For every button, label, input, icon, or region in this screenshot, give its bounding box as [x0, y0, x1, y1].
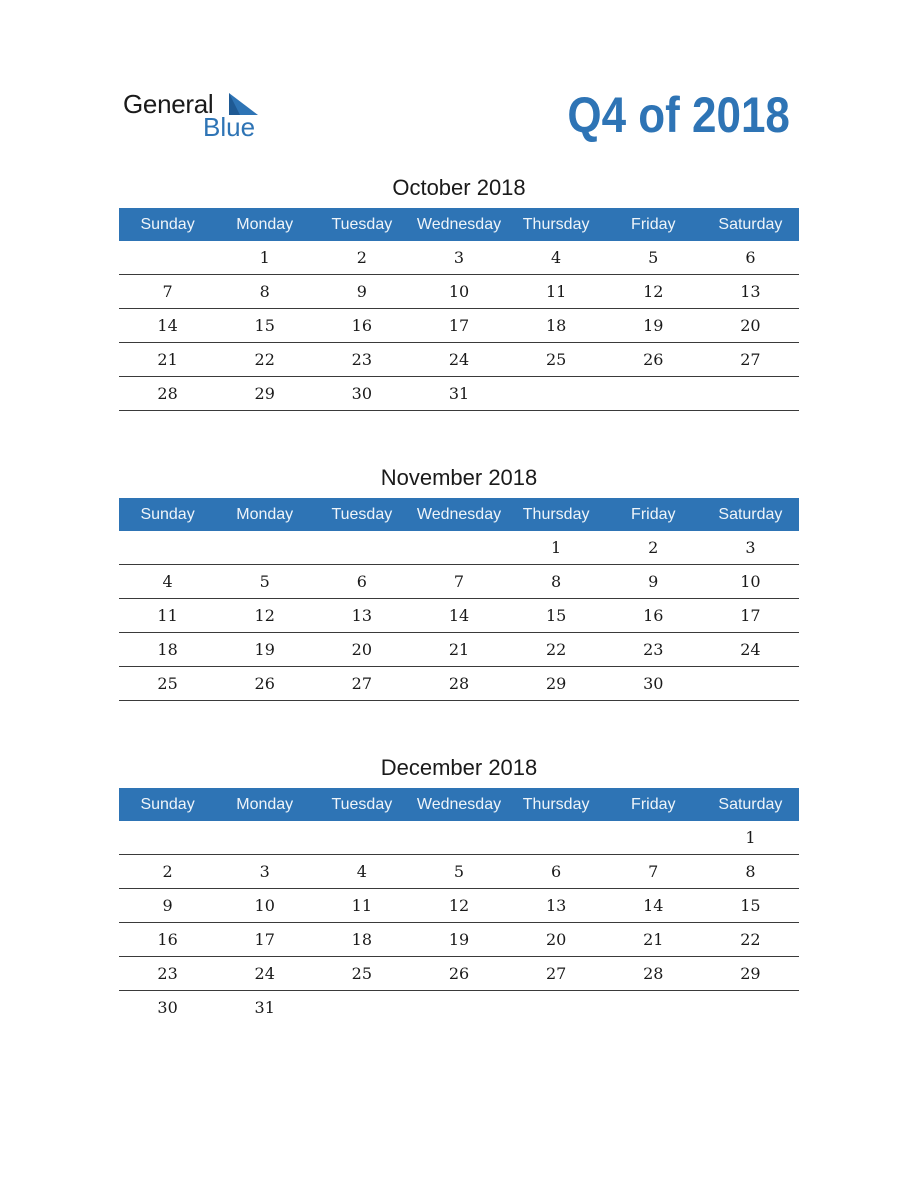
day-cell: 18	[351, 930, 373, 949]
day-cell: 10	[254, 896, 275, 915]
day-cell: 10	[740, 572, 761, 591]
day-cell: 5	[259, 572, 270, 591]
day-cell: 31	[254, 998, 275, 1017]
month-november	[119, 463, 799, 701]
day-cell	[119, 821, 216, 854]
day-cell: 27	[351, 674, 373, 693]
day-cell	[410, 821, 507, 854]
day-cell: 16	[351, 316, 373, 335]
week-row	[119, 633, 799, 667]
month-october	[119, 173, 799, 411]
week-row	[119, 309, 799, 343]
day-cell: 26	[448, 964, 470, 983]
week-row	[119, 991, 799, 1024]
weekday-label: Tuesday	[331, 216, 393, 233]
weekday-label: Friday	[631, 506, 676, 523]
week-row	[119, 957, 799, 991]
brand-logo	[123, 88, 273, 142]
day-cell: 5	[648, 248, 659, 267]
day-cell: 27	[740, 350, 761, 369]
day-cell: 22	[254, 350, 275, 369]
day-cell: 3	[453, 248, 465, 267]
day-cell: 8	[551, 572, 562, 591]
day-cell: 7	[162, 282, 173, 301]
day-cell	[508, 991, 605, 1024]
weekday-label: Saturday	[718, 796, 783, 813]
day-cell: 20	[740, 316, 761, 335]
weekday-label: Sunday	[140, 216, 195, 233]
day-cell: 21	[643, 930, 664, 949]
weekday-label: Wednesday	[416, 796, 502, 813]
month-title: December 2018	[380, 755, 538, 780]
day-cell: 16	[643, 606, 664, 625]
day-cell: 1	[551, 538, 562, 557]
month-december	[119, 753, 799, 1024]
day-cell: 11	[157, 606, 178, 625]
page-title: Q4 of 2018	[567, 87, 790, 143]
week-row	[119, 855, 799, 889]
weekday-label: Wednesday	[416, 216, 502, 233]
week-row	[119, 889, 799, 923]
day-cell: 25	[157, 674, 178, 693]
day-cell: 19	[254, 640, 275, 659]
day-cell	[119, 241, 216, 274]
week-row	[119, 599, 799, 633]
day-cell: 17	[254, 930, 275, 949]
day-cell: 4	[551, 248, 562, 267]
day-cell: 28	[643, 964, 664, 983]
day-cell: 18	[545, 316, 567, 335]
weekday-label: Thursday	[522, 796, 590, 813]
day-cell	[410, 991, 507, 1024]
day-cell: 26	[254, 674, 275, 693]
day-cell	[702, 991, 799, 1024]
week-row	[119, 531, 799, 565]
day-cell: 8	[745, 862, 756, 881]
day-cell: 28	[157, 384, 178, 403]
day-cell: 9	[162, 896, 173, 915]
day-cell: 25	[545, 350, 567, 369]
day-cell: 12	[643, 282, 664, 301]
day-cell: 17	[448, 316, 470, 335]
day-cell: 21	[157, 350, 178, 369]
day-cell: 14	[157, 316, 178, 335]
week-row	[119, 275, 799, 309]
day-cell	[605, 991, 702, 1024]
weekday-header	[119, 498, 799, 531]
day-cell: 15	[545, 606, 567, 625]
day-cell: 12	[254, 606, 275, 625]
day-cell: 12	[448, 896, 470, 915]
day-cell: 29	[254, 384, 275, 403]
day-cell: 23	[351, 350, 373, 369]
day-cell	[313, 531, 410, 564]
day-cell: 6	[356, 572, 367, 591]
day-cell: 4	[162, 572, 173, 591]
week-row	[119, 377, 799, 411]
day-cell	[508, 377, 605, 410]
day-cell: 30	[351, 384, 373, 403]
day-cell: 19	[643, 316, 664, 335]
day-cell: 1	[259, 248, 270, 267]
logo-word-general: General	[123, 89, 214, 119]
day-cell: 29	[740, 964, 761, 983]
day-cell: 24	[740, 640, 761, 659]
weekday-label: Sunday	[140, 796, 195, 813]
week-row	[119, 565, 799, 599]
week-row	[119, 241, 799, 275]
weekday-label: Monday	[236, 796, 294, 813]
day-cell: 23	[157, 964, 178, 983]
weekday-label: Wednesday	[416, 506, 502, 523]
day-cell: 11	[351, 896, 373, 915]
day-cell: 25	[351, 964, 373, 983]
day-cell: 5	[453, 862, 465, 881]
day-cell: 26	[643, 350, 664, 369]
day-cell: 21	[448, 640, 470, 659]
day-cell: 1	[745, 828, 756, 847]
day-cell: 31	[448, 384, 470, 403]
day-cell: 18	[157, 640, 178, 659]
weekday-label: Tuesday	[331, 796, 393, 813]
day-cell	[508, 821, 605, 854]
week-row	[119, 667, 799, 701]
day-cell: 24	[254, 964, 275, 983]
day-cell: 28	[448, 674, 470, 693]
day-cell: 6	[551, 862, 562, 881]
day-cell: 22	[545, 640, 567, 659]
day-cell: 22	[740, 930, 761, 949]
day-cell	[119, 531, 216, 564]
day-cell	[313, 991, 410, 1024]
day-cell: 30	[643, 674, 664, 693]
day-cell: 14	[448, 606, 470, 625]
day-cell	[605, 821, 702, 854]
weekday-label: Tuesday	[331, 506, 393, 523]
day-cell: 16	[157, 930, 178, 949]
day-cell: 15	[254, 316, 275, 335]
day-cell: 7	[453, 572, 465, 591]
month-title: November 2018	[380, 465, 538, 490]
day-cell: 4	[356, 862, 367, 881]
day-cell: 15	[740, 896, 761, 915]
weekday-label: Friday	[631, 216, 676, 233]
day-cell	[410, 531, 507, 564]
weekday-label: Saturday	[718, 506, 783, 523]
day-cell: 9	[356, 282, 367, 301]
weekday-label: Sunday	[140, 506, 195, 523]
day-cell: 20	[545, 930, 567, 949]
day-cell	[605, 377, 702, 410]
day-cell: 30	[157, 998, 178, 1017]
day-cell: 27	[545, 964, 567, 983]
day-cell: 17	[740, 606, 761, 625]
day-cell: 7	[648, 862, 659, 881]
weekday-label: Saturday	[718, 216, 783, 233]
day-cell: 6	[745, 248, 756, 267]
week-row	[119, 923, 799, 957]
weekday-label: Monday	[236, 216, 294, 233]
day-cell: 9	[648, 572, 659, 591]
day-cell: 20	[351, 640, 373, 659]
day-cell: 14	[643, 896, 664, 915]
day-cell	[216, 821, 313, 854]
day-cell: 2	[648, 538, 659, 557]
day-cell: 2	[356, 248, 367, 267]
day-cell: 19	[448, 930, 470, 949]
weekday-label: Thursday	[522, 216, 590, 233]
weekday-label: Thursday	[522, 506, 590, 523]
weekday-label: Monday	[236, 506, 294, 523]
day-cell	[216, 531, 313, 564]
day-cell: 13	[351, 606, 373, 625]
day-cell: 10	[448, 282, 470, 301]
day-cell: 3	[259, 862, 270, 881]
week-row	[119, 343, 799, 377]
day-cell: 29	[545, 674, 567, 693]
day-cell: 24	[448, 350, 470, 369]
weekday-header	[119, 788, 799, 821]
logo-word-blue: Blue	[203, 112, 256, 142]
month-title: October 2018	[392, 175, 526, 200]
day-cell	[702, 667, 799, 700]
week-row	[119, 821, 799, 855]
weekday-header	[119, 208, 799, 241]
day-cell: 13	[545, 896, 567, 915]
day-cell: 11	[545, 282, 567, 301]
weekday-label: Friday	[631, 796, 676, 813]
day-cell	[313, 821, 410, 854]
day-cell: 2	[162, 862, 173, 881]
day-cell: 23	[643, 640, 664, 659]
day-cell: 13	[740, 282, 761, 301]
day-cell	[702, 377, 799, 410]
day-cell: 8	[259, 282, 270, 301]
day-cell: 3	[745, 538, 756, 557]
